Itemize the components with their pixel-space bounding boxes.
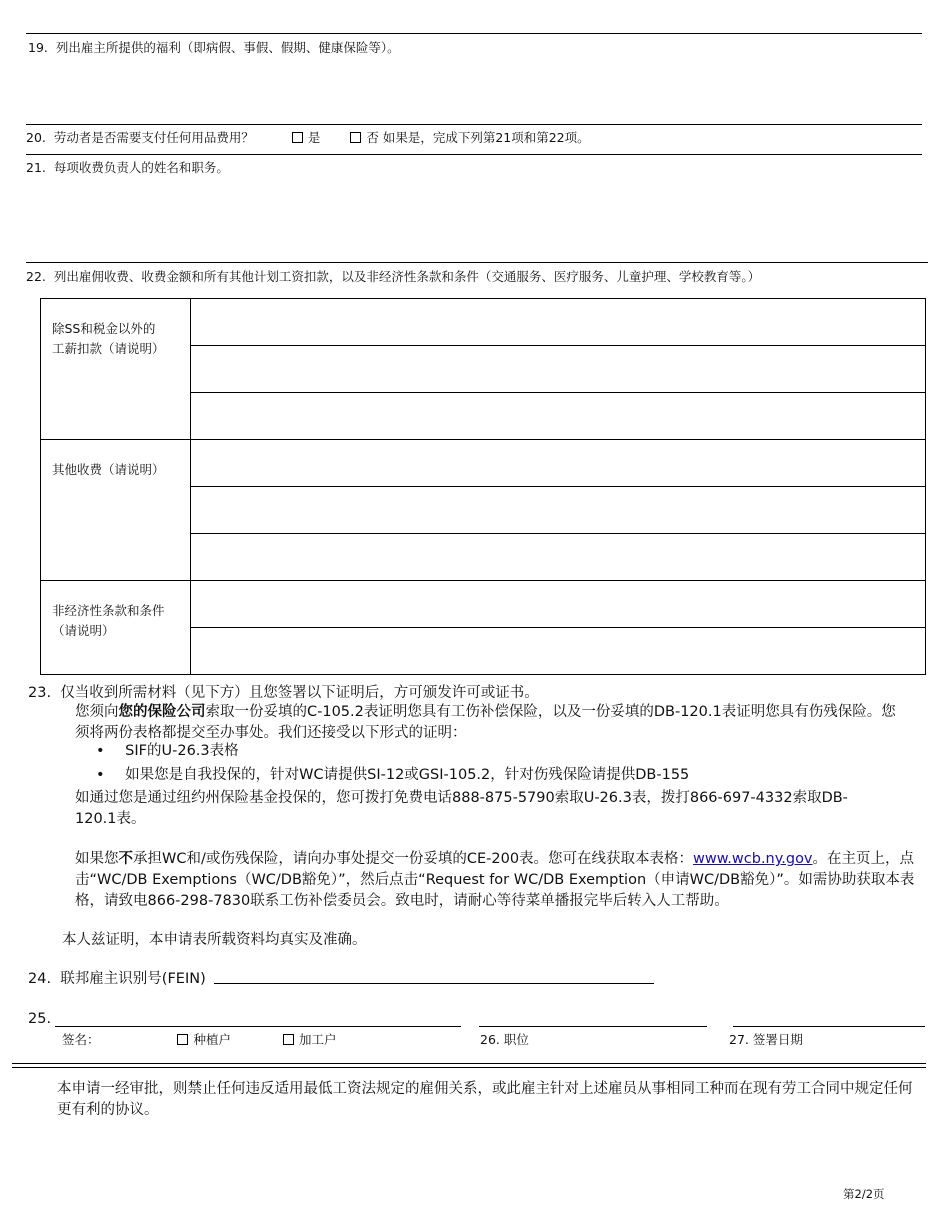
deductions-field-1[interactable] (191, 299, 926, 346)
no-checkbox[interactable] (350, 132, 361, 143)
question-text: 列出雇佣收费、收费金额和所有其他计划工资扣款，以及非经济性条款和条件（交通服务、医疗服务、儿童护理、学校教育等。） (53, 269, 761, 284)
question-24 (28, 967, 206, 988)
question-text: 列出雇主所提供的福利（即病假、事假、假期、健康保险等）。 (55, 40, 400, 55)
divider (12, 1067, 926, 1068)
text: 承担WC和/或伤残保险，请向办事处提交一份妥填的CE-200表。您可在线获取本表格： (133, 851, 694, 867)
divider (12, 1063, 926, 1064)
bullet-item (96, 741, 239, 762)
divider (26, 124, 922, 125)
fein-input-line[interactable] (214, 983, 654, 984)
question-note: 如果是，完成下列第21项和第22项。 (382, 130, 590, 145)
question-22 (26, 267, 760, 285)
signature-label: 签名： (62, 1032, 100, 1047)
bold-text: 您的保险公司 (118, 704, 206, 720)
date-line[interactable] (733, 1026, 925, 1027)
signature-line[interactable] (55, 1026, 461, 1027)
other-charges-field-3[interactable] (191, 534, 926, 581)
non-economic-field-2[interactable] (191, 628, 926, 675)
text: 如果您 (75, 851, 119, 867)
date-label: 27. 签署日期 (729, 1032, 803, 1047)
charges-table (40, 298, 926, 675)
text: 索取一份妥填的C-105.2表证明您具有工伤补偿保险，以及一份妥填的DB-120.1表证明您具有伤残保险。您须将两份表格都提交至办事处。我们还接受以下形式的证明： (75, 704, 896, 741)
bullet-item (96, 765, 689, 786)
page-number: 第2/2页 (843, 1187, 885, 1201)
processor-checkbox[interactable] (283, 1034, 294, 1045)
question-number: 20. (26, 130, 46, 145)
other-charges-label: 其他收费（请说明） (41, 440, 191, 581)
question-number: 23. (28, 685, 52, 701)
question-number: 22. (26, 269, 46, 284)
bold-text: 不 (118, 851, 133, 867)
title-line[interactable] (479, 1026, 707, 1027)
deductions-field-3[interactable] (191, 393, 926, 440)
other-charges-field-1[interactable] (191, 440, 926, 487)
bullet-text: SIF的U-26.3表格 (125, 743, 239, 759)
state-fund-paragraph: 如通过您是通过纽约州保险基金投保的，您可拨打免费电话888-875-5790索取U-26.3表，拨打866-697-4332索取DB-120.1表。 (75, 790, 848, 827)
deductions-label: 除SS和税金以外的 工薪扣款（请说明） (41, 299, 191, 440)
question-text: 仅当收到所需材料（见下方）且您签署以下证明后，方可颁发许可或证书。 (60, 685, 539, 701)
question-number: 24. (28, 971, 52, 987)
question-20 (26, 128, 590, 146)
divider (26, 33, 922, 34)
text: 您须向 (75, 704, 119, 720)
insurance-paragraph (75, 702, 910, 744)
wcb-website-link[interactable]: www.wcb.ny.gov (693, 851, 813, 867)
non-economic-field-1[interactable] (191, 581, 926, 628)
question-25-number: 25. (28, 1011, 52, 1027)
question-number: 19. (28, 40, 48, 55)
bullet-icon: • (96, 743, 105, 759)
grower-label: 种植户 (193, 1032, 231, 1047)
text: 。在主页上，点击“WC/DB Exemptions（WC/DB豁免）”，然后点击“Request for WC/DB Exemption（申请WC/DB豁免）”。如需协助获取本表格，请致电866-298-7830联系工伤补偿委员会。致电时，请耐心等待菜单播报完毕后转入人工帮助。 (75, 851, 915, 909)
signature-row (62, 1030, 336, 1048)
certification-text: 本人兹证明，本申请表所载资料均真实及准确。 (62, 932, 367, 948)
no-label: 否 (366, 130, 379, 145)
grower-checkbox[interactable] (177, 1034, 188, 1045)
question-text: 劳动者是否需要支付任何用品费用？ (53, 130, 254, 145)
question-number: 21. (26, 160, 46, 175)
yes-checkbox[interactable] (292, 132, 303, 143)
non-economic-label: 非经济性条款和条件 （请说明） (41, 581, 191, 675)
question-text: 每项收费负责人的姓名和职务。 (53, 160, 229, 175)
question-text: 联邦雇主识别号(FEIN) (60, 971, 206, 987)
deductions-field-2[interactable] (191, 346, 926, 393)
position-label: 26. 职位 (480, 1032, 529, 1047)
exemption-paragraph (75, 849, 935, 912)
bullet-icon: • (96, 767, 105, 783)
question-21 (26, 158, 229, 176)
question-23 (28, 681, 539, 702)
divider (26, 262, 928, 263)
divider (26, 154, 922, 155)
yes-label: 是 (307, 130, 321, 145)
bullet-text: 如果您是自我投保的，针对WC请提供SI-12或GSI-105.2，针对伤残保险请提供DB-155 (125, 767, 690, 783)
question-19 (28, 38, 400, 56)
processor-label: 加工户 (298, 1032, 337, 1047)
other-charges-field-2[interactable] (191, 487, 926, 534)
footer-note: 本申请一经审批，则禁止任何违反适用最低工资法规定的雇佣关系，或此雇主针对上述雇员从事相同工种而在现有劳工合同中规定任何更有利的协议。 (57, 1081, 913, 1118)
